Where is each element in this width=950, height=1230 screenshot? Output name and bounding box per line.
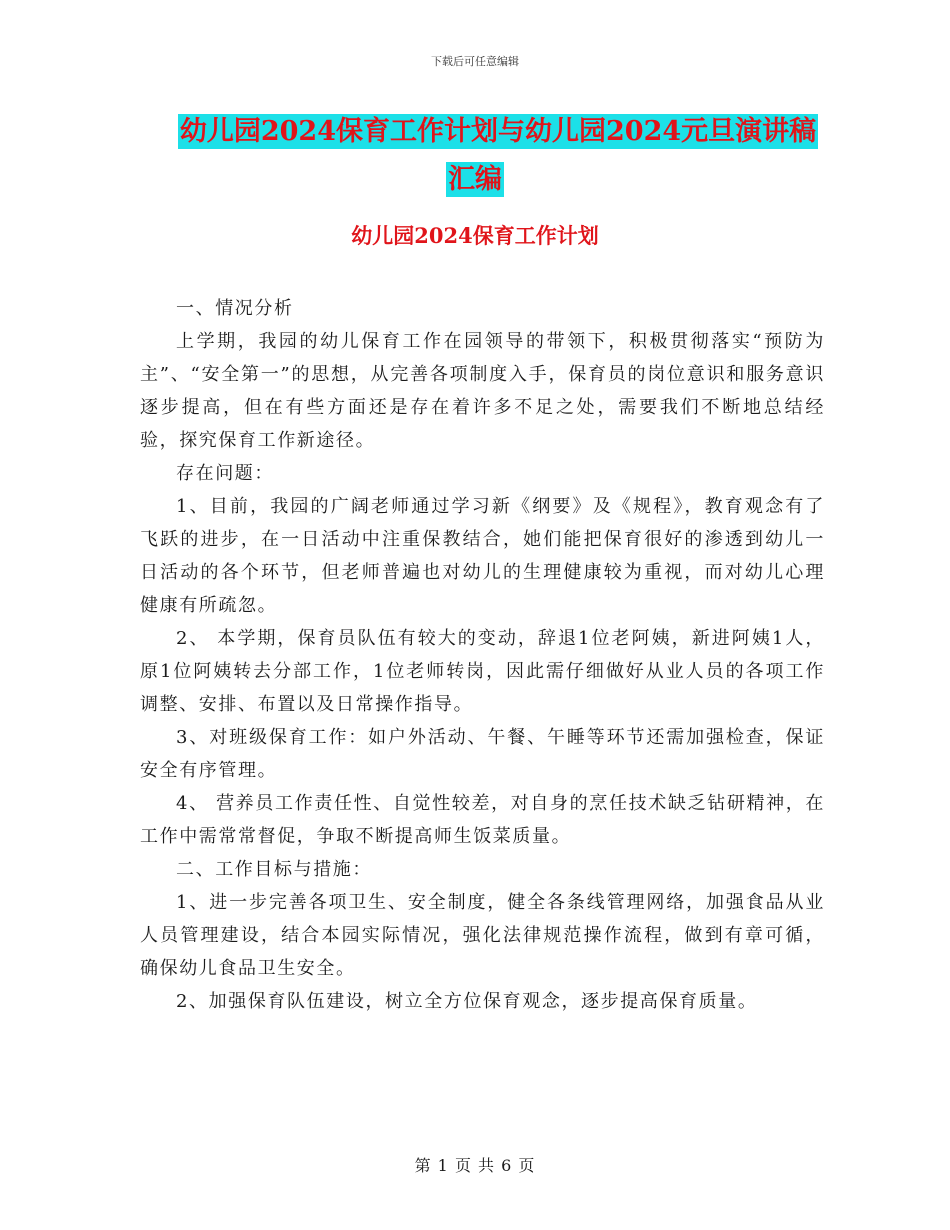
document-title <box>0 108 950 204</box>
section-title: 幼儿园2024保育工作计划 <box>351 223 599 248</box>
paragraph: 3、对班级保育工作：如户外活动、午餐、午睡等环节还需加强检查，保证安全有序管理。 <box>140 727 825 781</box>
paragraph: 2、 本学期，保育员队伍有较大的变动，辞退1位老阿姨，新进阿姨1人，原1位阿姨转去分部工作，1位老师转岗，因此需仔细做好从业人员的各项工作调整、安排、布置以及日常操作指导。 <box>140 628 825 715</box>
paragraph: 2、加强保育队伍建设，树立全方位保育观念，逐步提高保育质量。 <box>176 991 758 1012</box>
document-body <box>140 292 825 1018</box>
document-title-line2: 汇编 <box>448 164 502 195</box>
page-header-note: 下载后可任意编辑 <box>431 55 519 68</box>
paragraph: 上学期，我园的幼儿保育工作在园领导的带领下，积极贯彻落实“预防为主”、“安全第一”的思想，从完善各项制度入手，保育员的岗位意识和服务意识逐步提高，但在有些方面还是存在着许多不足之处，需要我们不断地总结经验，探究保育工作新途径。 <box>140 331 825 451</box>
paragraph: 4、 营养员工作责任性、自觉性较差，对自身的烹任技术缺乏钻研精神，在工作中需常常督促，争取不断提高师生饭菜质量。 <box>140 793 825 847</box>
paragraph: 1、目前，我园的广阔老师通过学习新《纲要》及《规程》，教育观念有了飞跃的进步，在一日活动中注重保教结合，她们能把保育很好的渗透到幼儿一日活动的各个环节，但老师普遍也对幼儿的生理健康较为重视，而对幼儿心理健康有所疏忽。 <box>140 496 825 616</box>
paragraph-heading-goals: 二、工作目标与措施： <box>176 859 372 880</box>
paragraph: 1、进一步完善各项卫生、安全制度，健全各条线管理网络，加强食品从业人员管理建设，结合本园实际情况，强化法律规范操作流程，做到有章可循，确保幼儿食品卫生安全。 <box>140 892 825 979</box>
page-number: 第 1 页 共 6 页 <box>414 1156 536 1175</box>
paragraph-heading-situation: 一、情况分析 <box>176 298 294 319</box>
paragraph-heading-problems: 存在问题： <box>176 463 274 484</box>
document-title-line1: 幼儿园2024保育工作计划与幼儿园2024元旦演讲稿 <box>179 116 817 147</box>
